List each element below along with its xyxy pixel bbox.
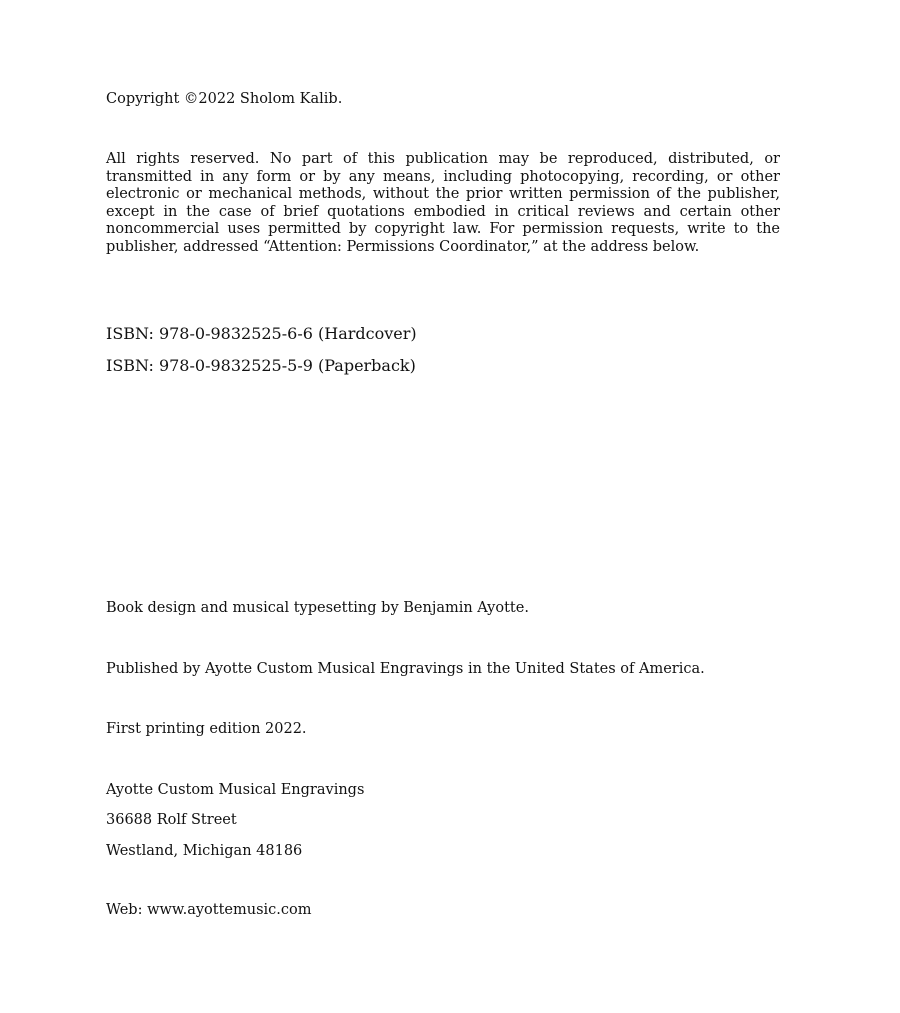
isbn-hardcover: ISBN: 978-0-9832525-6-6 (Hardcover) (106, 324, 417, 343)
address-street: 36688 Rolf Street (106, 812, 237, 828)
publisher-line: Published by Ayotte Custom Musical Engravings in the United States of America. (106, 661, 705, 677)
design-credit: Book design and musical typesetting by Benjamin Ayotte. (106, 600, 529, 616)
isbn-paperback: ISBN: 978-0-9832525-5-9 (Paperback) (106, 356, 416, 375)
rights-notice: All rights reserved. No part of this publication may be reproduced, distributed, or transmitted in any form or by any means, including photocopying, recording, or other electronic or mechanical methods, without the prior written permission of the publisher, except in the case of brief quotations embodied in critical reviews and certain other noncommercial uses permitted by copyright law. For permission requests, write to the publisher, addressed “Attention: Permissions Coordinator,” at the address below. (106, 151, 780, 255)
address-name: Ayotte Custom Musical Engravings (106, 782, 365, 798)
copyright-line: Copyright ©2022 Sholom Kalib. (106, 91, 343, 107)
web-address: Web: www.ayottemusic.com (106, 902, 312, 918)
address-city: Westland, Michigan 48186 (106, 843, 303, 859)
printing-edition: First printing edition 2022. (106, 721, 307, 737)
